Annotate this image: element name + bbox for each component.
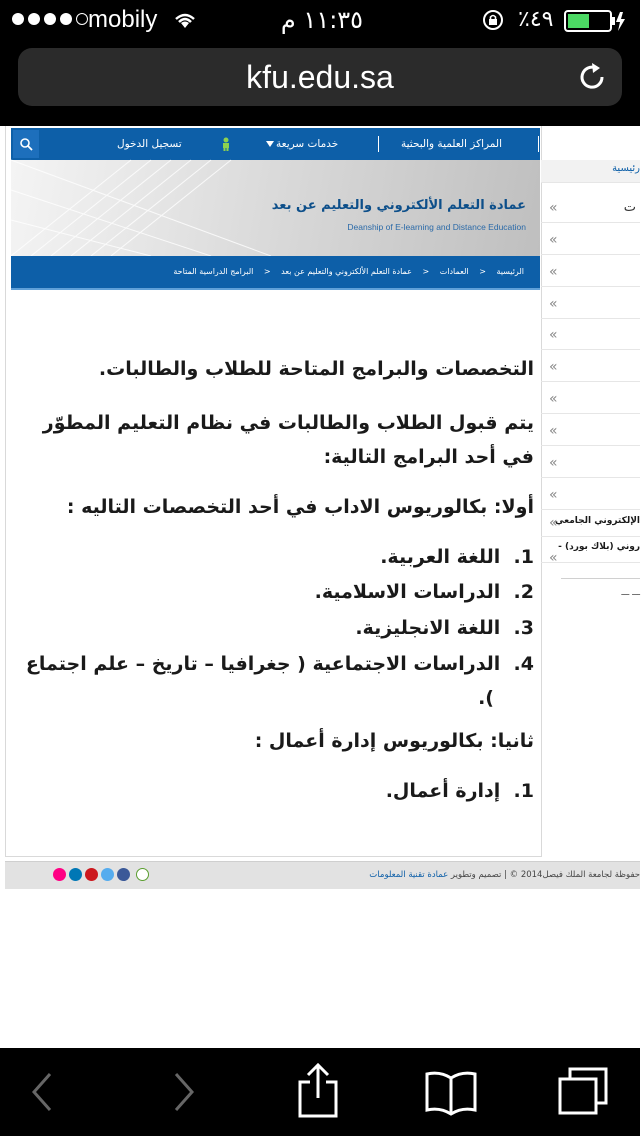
youtube-icon[interactable] [85,868,98,881]
carrier-name: mobily [88,6,158,33]
chevron-left-icon: « [549,232,558,248]
intro-line-2: في أحد البرامج التالية: [323,446,534,468]
chevron-left-icon: « [549,264,558,280]
breadcrumb-bar [11,256,540,290]
browser-toolbar [0,1048,640,1136]
chevron-left-icon: « [549,359,558,375]
battery-icon [564,9,626,33]
share-icon[interactable] [296,1062,340,1118]
chevron-left-icon: « [549,296,558,312]
chevron-down-icon [266,141,274,147]
status-bar [0,0,640,40]
list-item-continuation: ). [478,687,494,709]
browser-address-bar [0,40,640,126]
chevron-left-icon: « [549,550,558,566]
top-navigation [11,128,643,160]
first-program-heading: أولا: بكالوريوس الاداب في أحد التخصصات التاليه : [66,496,534,518]
sidebar-item[interactable] [541,383,640,414]
breadcrumb-deanships[interactable]: العمادات [439,267,469,276]
breadcrumb: الرئيسية < العمادات < عمادة التعلم الألكتروني والتعليم عن بعد < البرامج الدراسية المتاحة [173,267,524,276]
deanship-banner [11,160,540,256]
sidebar-header [541,160,640,183]
nav-divider [538,136,539,152]
signal-strength-icon [12,13,88,25]
tabs-icon[interactable] [556,1066,610,1116]
flickr-icon[interactable] [53,868,66,881]
breadcrumb-deanship[interactable]: عمادة التعلم الألكتروني والتعليم عن بعد [281,267,412,276]
sidebar-item[interactable] [541,415,640,446]
footer-copyright: حفوظة لجامعة الملك فيصل2014 © | تصميم وتطوير عمادة تقنية المعلومات [369,870,640,880]
banner-title-ar: عمادة التعلم الألكتروني والتعليم عن بعد [271,198,526,213]
sidebar-item[interactable] [541,319,640,350]
sidebar-home-label[interactable]: رئيسية [612,163,640,174]
linkedin-icon[interactable] [69,868,82,881]
sidebar-item[interactable] [541,447,640,478]
intro-line-1: يتم قبول الطلاب والطالبات في نظام التعليم المطوّر [42,412,534,434]
sidebar-divider [561,578,640,579]
research-centers-menu[interactable]: المراكز العلمية والبحثية [401,138,502,150]
chevron-left-icon: « [549,515,558,531]
facebook-icon[interactable] [117,868,130,881]
quick-services-menu[interactable]: خدمات سريعة [276,138,339,150]
bookmarks-icon[interactable] [424,1068,478,1116]
sidebar-item-label: روني (بلاك بورد) - [558,542,640,552]
breadcrumb-home[interactable]: الرئيسية [496,267,524,276]
sidebar-item-label: الإلكتروني الجامعي [555,516,640,526]
search-icon [13,130,39,158]
sidebar-item[interactable] [541,351,640,382]
list-item: 2. الدراسات الاسلامية. [314,581,534,603]
chevron-left-icon: « [549,391,558,407]
sidebar-item[interactable] [541,510,640,537]
sidebar-item[interactable] [541,536,640,566]
back-icon[interactable] [28,1070,58,1114]
sidebar-item[interactable] [541,224,640,255]
list-item: 4. الدراسات الاجتماعية ( جغرافيا – تاريخ – علم اجتماع [25,653,534,675]
search-button[interactable] [13,130,39,158]
sidebar-title-fragment: ت [623,200,636,215]
sidebar-item[interactable] [541,256,640,287]
banner-decoration [11,160,311,256]
banner-title-en: Deanship of E-learning and Distance Education [347,222,526,232]
nav-item-truncated[interactable]: ت [633,138,643,150]
chevron-left-icon: « [549,327,558,343]
list-item: 1. اللغة العربية. [380,546,534,568]
right-sidebar [541,126,640,606]
chevron-left-icon: « [549,423,558,439]
url-text[interactable]: kfu.edu.sa [246,59,394,95]
user-icon [221,137,231,151]
sidebar-item[interactable] [541,479,640,510]
chevron-left-icon: « [549,200,558,216]
list-item: 1. إدارة أعمال. [385,780,534,802]
wifi-icon [172,10,198,30]
footer-it-link[interactable]: عمادة تقنية المعلومات [369,870,449,880]
second-program-heading: ثانيا: بكالوريوس إدارة أعمال : [254,730,534,752]
chat-icon[interactable] [136,868,149,881]
chevron-left-icon: « [549,455,558,471]
nav-divider [378,136,379,152]
breadcrumb-current: البرامج الدراسية المتاحة [173,267,254,276]
page-heading: التخصصات والبرامج المتاحة للطلاب والطالبات. [98,358,534,380]
chevron-left-icon: « [549,487,558,503]
administrations-menu[interactable]: الادارات [555,138,590,150]
sidebar-item[interactable] [541,192,640,223]
twitter-icon[interactable] [101,868,114,881]
url-field[interactable] [18,48,622,106]
battery-percent: ٪٤٩ [518,7,554,32]
sidebar-fragment: ـــ ـــ [621,588,640,598]
web-page [0,126,643,1048]
login-link[interactable]: تسجيل الدخول [117,138,182,150]
reload-icon[interactable] [576,61,608,93]
page-footer [5,861,640,889]
list-item: 3. اللغة الانجليزية. [355,617,534,639]
clock: ١١:٣٥ م [280,6,364,34]
rotation-lock-icon [481,9,505,31]
sidebar-item[interactable] [541,288,640,319]
forward-icon[interactable] [168,1070,198,1114]
